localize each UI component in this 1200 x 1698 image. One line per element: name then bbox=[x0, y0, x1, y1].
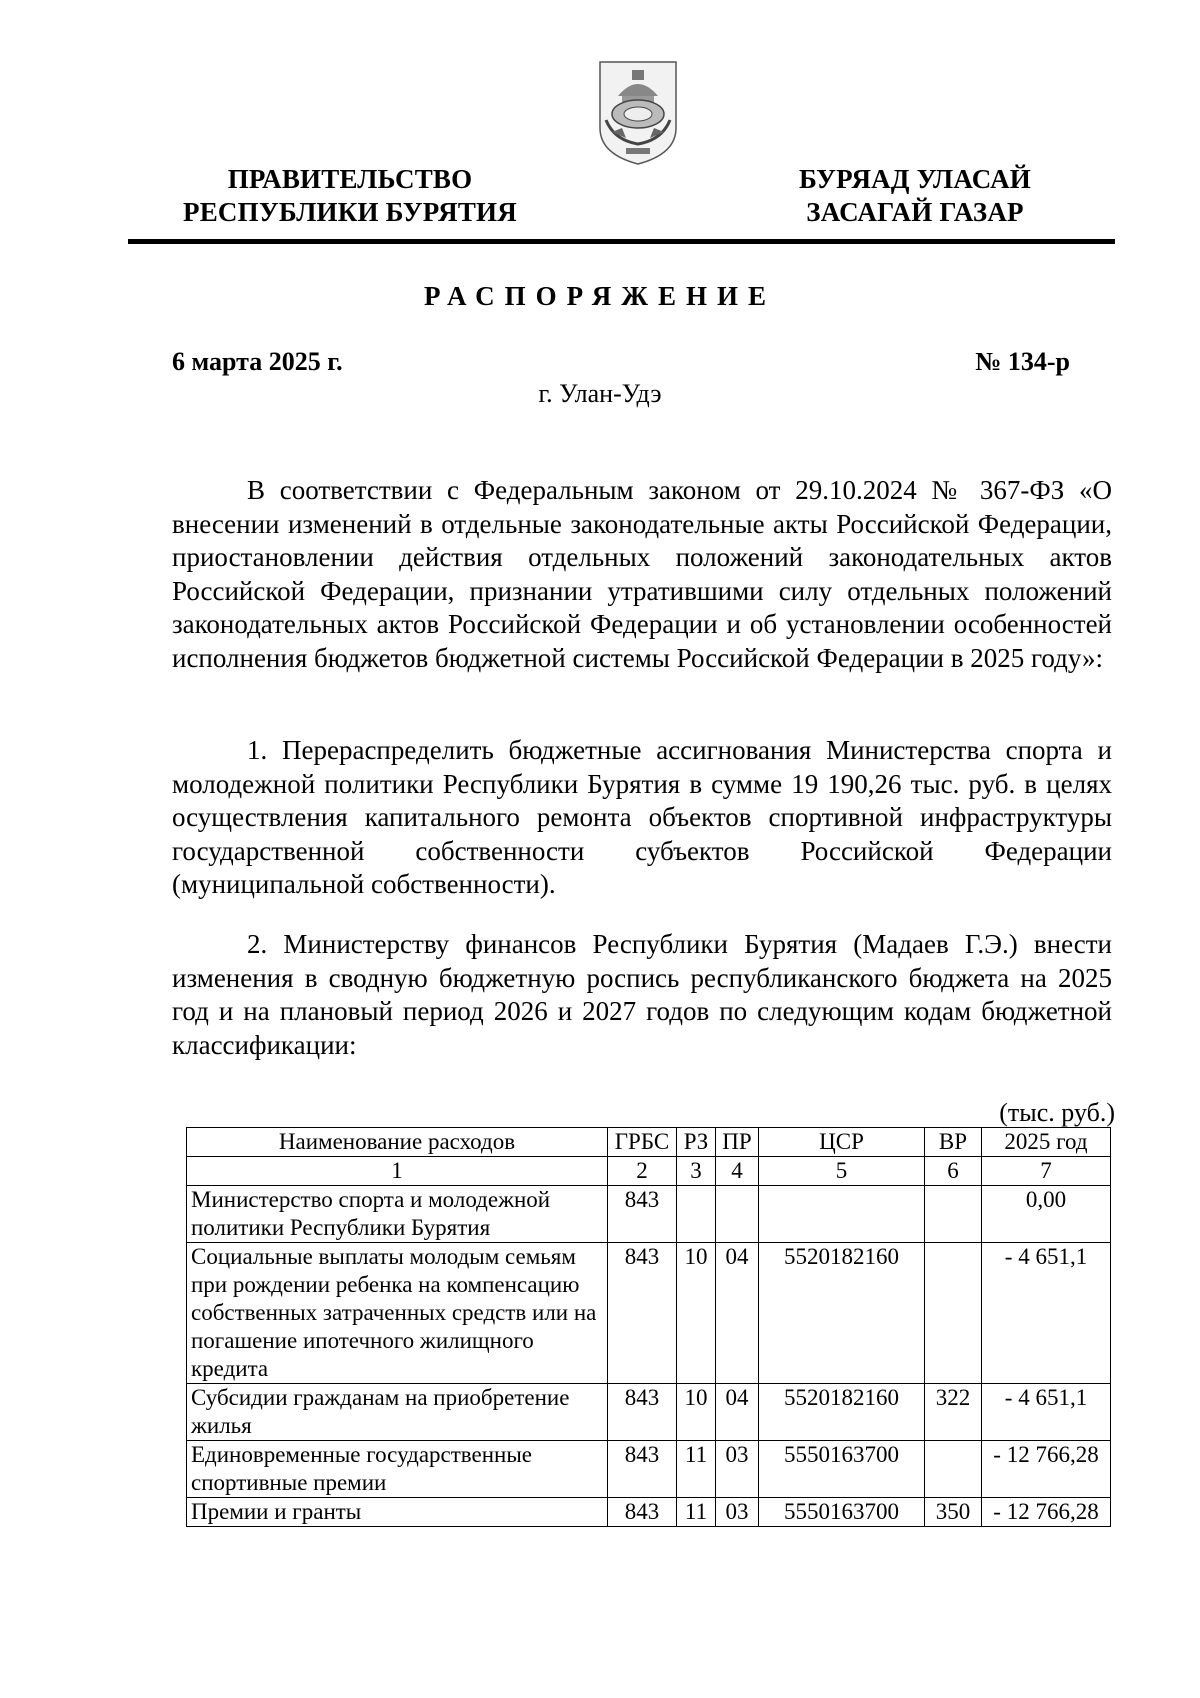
header-cell: ВР bbox=[925, 1128, 982, 1157]
header-cell: ПР bbox=[716, 1128, 759, 1157]
cell-amount: - 12 766,28 bbox=[982, 1498, 1111, 1527]
table-row bbox=[187, 1186, 1111, 1243]
cell-rz: 10 bbox=[677, 1243, 716, 1384]
preamble-paragraph: В соответствии с Федеральным законом от 29.10.2024 № 367-ФЗ «О внесении изменений в отдельные законодательные акты Российской Федерации, приостановлении действия отдельных положений законодательных актов Российской Федерации, признании утратившими силу отдельных положений законодательных актов Российской Федерации и об установлении особенностей исполнения бюджетов бюджетной системы Российской Федерации в 2025 году»: bbox=[172, 475, 1112, 673]
cell-grbs: 843 bbox=[608, 1498, 677, 1527]
government-name-ru-line2: РЕСПУБЛИКИ БУРЯТИЯ bbox=[183, 197, 517, 227]
cell-csr: 5550163700 bbox=[759, 1441, 925, 1498]
cell-vr bbox=[925, 1441, 982, 1498]
table-row bbox=[187, 1498, 1111, 1527]
cell-name: Министерство спорта и молодежной политики Республики Бурятия bbox=[187, 1186, 608, 1243]
cell-grbs: 843 bbox=[608, 1243, 677, 1384]
column-number-cell: 4 bbox=[716, 1157, 759, 1186]
document-number: № 134-р bbox=[975, 347, 1070, 376]
government-name-bua bbox=[730, 163, 1100, 229]
cell-amount: - 4 651,1 bbox=[982, 1243, 1111, 1384]
column-number-cell: 3 bbox=[677, 1157, 716, 1186]
header-cell: ГРБС bbox=[608, 1128, 677, 1157]
header-cell: ЦСР bbox=[759, 1128, 925, 1157]
government-name-bua-line2: ЗАСАГАЙ ГАЗАР bbox=[806, 197, 1024, 227]
cell-name: Премии и гранты bbox=[187, 1498, 608, 1527]
cell-vr bbox=[925, 1186, 982, 1243]
document-city: г. Улан-Удэ bbox=[538, 379, 662, 408]
cell-pr: 04 bbox=[716, 1384, 759, 1441]
cell-pr: 03 bbox=[716, 1498, 759, 1527]
header-divider bbox=[128, 239, 1115, 244]
header-cell: РЗ bbox=[677, 1128, 716, 1157]
government-name-ru bbox=[150, 163, 550, 229]
cell-csr bbox=[759, 1186, 925, 1243]
cell-csr: 5520182160 bbox=[759, 1243, 925, 1384]
government-name-bua-line1: БУРЯАД УЛАСАЙ bbox=[799, 164, 1031, 194]
coat-of-arms-icon bbox=[596, 58, 680, 168]
cell-amount: 0,00 bbox=[982, 1186, 1111, 1243]
column-number-cell: 6 bbox=[925, 1157, 982, 1186]
column-number-cell: 7 bbox=[982, 1157, 1111, 1186]
table-row bbox=[187, 1384, 1111, 1441]
header-cell: Наименование расходов bbox=[187, 1128, 608, 1157]
column-number-cell: 2 bbox=[608, 1157, 677, 1186]
cell-vr bbox=[925, 1243, 982, 1384]
table-row bbox=[187, 1243, 1111, 1384]
cell-pr bbox=[716, 1186, 759, 1243]
column-number-row bbox=[187, 1157, 1111, 1186]
cell-grbs: 843 bbox=[608, 1441, 677, 1498]
table-row bbox=[187, 1441, 1111, 1498]
clause-2-paragraph: 2. Министерству финансов Республики Бурятия (Мадаев Г.Э.) внести изменения в сводную бюджетную роспись республиканского бюджета на 2025 год и на плановый период 2026 и 2027 годов по следующим кодам бюджетной классификации: bbox=[172, 929, 1112, 1060]
cell-pr: 04 bbox=[716, 1243, 759, 1384]
cell-rz bbox=[677, 1186, 716, 1243]
column-number-cell: 5 bbox=[759, 1157, 925, 1186]
cell-grbs: 843 bbox=[608, 1384, 677, 1441]
budget-table bbox=[186, 1127, 1111, 1527]
cell-vr: 350 bbox=[925, 1498, 982, 1527]
cell-pr: 03 bbox=[716, 1441, 759, 1498]
clause-1-paragraph: 1. Перераспределить бюджетные ассигнования Министерства спорта и молодежной политики Республики Бурятия в сумме 19 190,26 тыс. руб. в целях осуществления капитального ремонта объектов спортивной инфраструктуры государственной собственности субъектов Российской Федерации (муниципальной собственности). bbox=[172, 735, 1112, 899]
cell-name: Субсидии гражданам на приобретение жилья bbox=[187, 1384, 608, 1441]
cell-amount: - 12 766,28 bbox=[982, 1441, 1111, 1498]
table-unit-label: (тыс. руб.) bbox=[999, 1098, 1115, 1127]
cell-amount: - 4 651,1 bbox=[982, 1384, 1111, 1441]
cell-rz: 11 bbox=[677, 1441, 716, 1498]
column-number-cell: 1 bbox=[187, 1157, 608, 1186]
cell-rz: 11 bbox=[677, 1498, 716, 1527]
cell-vr: 322 bbox=[925, 1384, 982, 1441]
table-header-row bbox=[187, 1128, 1111, 1157]
cell-csr: 5520182160 bbox=[759, 1384, 925, 1441]
cell-name: Социальные выплаты молодым семьям при рождении ребенка на компенсацию собственных затраченных средств или на погашение ипотечного жилищного кредита bbox=[187, 1243, 608, 1384]
header-cell: 2025 год bbox=[982, 1128, 1111, 1157]
document-date: 6 марта 2025 г. bbox=[172, 347, 343, 376]
document-type-title: РАСПОРЯЖЕНИЕ bbox=[423, 281, 777, 311]
government-name-ru-line1: ПРАВИТЕЛЬСТВО bbox=[227, 164, 473, 194]
cell-rz: 10 bbox=[677, 1384, 716, 1441]
cell-csr: 5550163700 bbox=[759, 1498, 925, 1527]
cell-name: Единовременные государственные спортивные премии bbox=[187, 1441, 608, 1498]
cell-grbs: 843 bbox=[608, 1186, 677, 1243]
